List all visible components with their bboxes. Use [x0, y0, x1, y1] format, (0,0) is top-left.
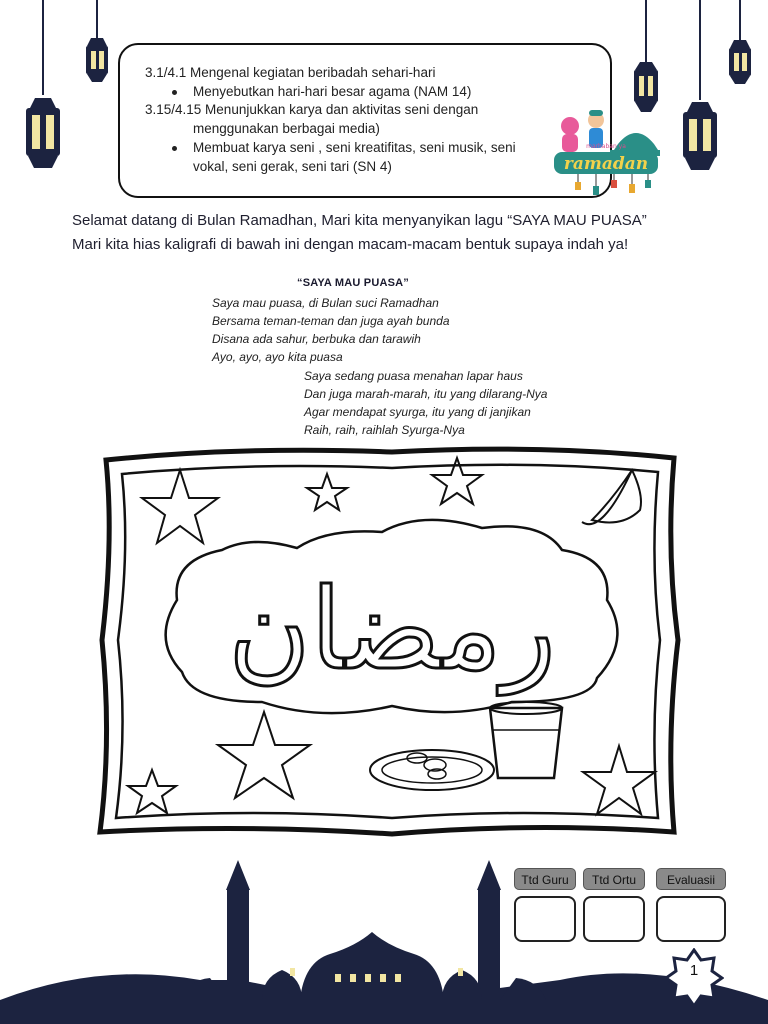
lantern-icon [678, 0, 722, 175]
objective-text: Membuat karya seni , seni kreatifitas, seni musik, seni [193, 140, 516, 155]
bullet-icon [172, 90, 177, 95]
objective-text: Menyebutkan hari-hari besar agama (NAM 14) [193, 84, 472, 99]
lyric-line: Bersama teman-teman dan juga ayah bunda [212, 314, 450, 328]
calligraphy-text: رمضان [228, 565, 556, 695]
lyric-line: Dan juga marah-marah, itu yang dilarang-Nya [304, 387, 548, 401]
sign-label-guru: Ttd Guru [514, 868, 576, 890]
signature-box-guru[interactable] [514, 896, 576, 942]
intro-line: Selamat datang di Bulan Ramadhan, Mari kita menyanyikan lagu “SAYA MAU PUASA” [72, 212, 647, 229]
objective-text: 3.15/4.15 Menunjukkan karya dan aktivitas seni dengan [145, 102, 479, 117]
badge-text: ramadan [563, 154, 649, 174]
lyric-line: Disana ada sahur, berbuka dan tarawih [212, 332, 421, 346]
sign-label-evaluasi: Evaluasii [656, 868, 726, 890]
objective-text: 3.1/4.1 Mengenal kegiatan beribadah sehari-hari [145, 65, 436, 80]
coloring-picture [92, 440, 682, 845]
ramadan-badge-logo [548, 104, 666, 200]
intro-line: Mari kita hias kaligrafi di bawah ini dengan macam-macam bentuk supaya indah ya! [72, 236, 629, 253]
mosque-silhouette [0, 850, 768, 1024]
lyric-line: Saya mau puasa, di Bulan suci Ramadhan [212, 296, 439, 310]
lyric-line: Raih, raih, raihlah Syurga-Nya [304, 423, 465, 437]
lyric-line: Agar mendapat syurga, itu yang di janjikan [304, 405, 531, 419]
sign-label-ortu: Ttd Ortu [583, 868, 645, 890]
evaluation-box[interactable] [656, 896, 726, 942]
badge-small-text: marhaban ya [586, 143, 626, 150]
bullet-icon [172, 146, 177, 151]
lyric-line: Ayo, ayo, ayo kita puasa [212, 350, 343, 364]
page-number: 1 [689, 962, 699, 979]
lantern-icon [20, 0, 66, 175]
objective-text: menggunakan berbagai media) [193, 121, 380, 136]
lantern-icon [82, 0, 112, 85]
lantern-icon [630, 0, 662, 120]
lantern-icon [726, 0, 754, 90]
objective-text: vokal, seni gerak, seni tari (SN 4) [193, 159, 392, 174]
signature-box-ortu[interactable] [583, 896, 645, 942]
song-title: “SAYA MAU PUASA” [297, 277, 410, 289]
lyric-line: Saya sedang puasa menahan lapar haus [304, 369, 523, 383]
